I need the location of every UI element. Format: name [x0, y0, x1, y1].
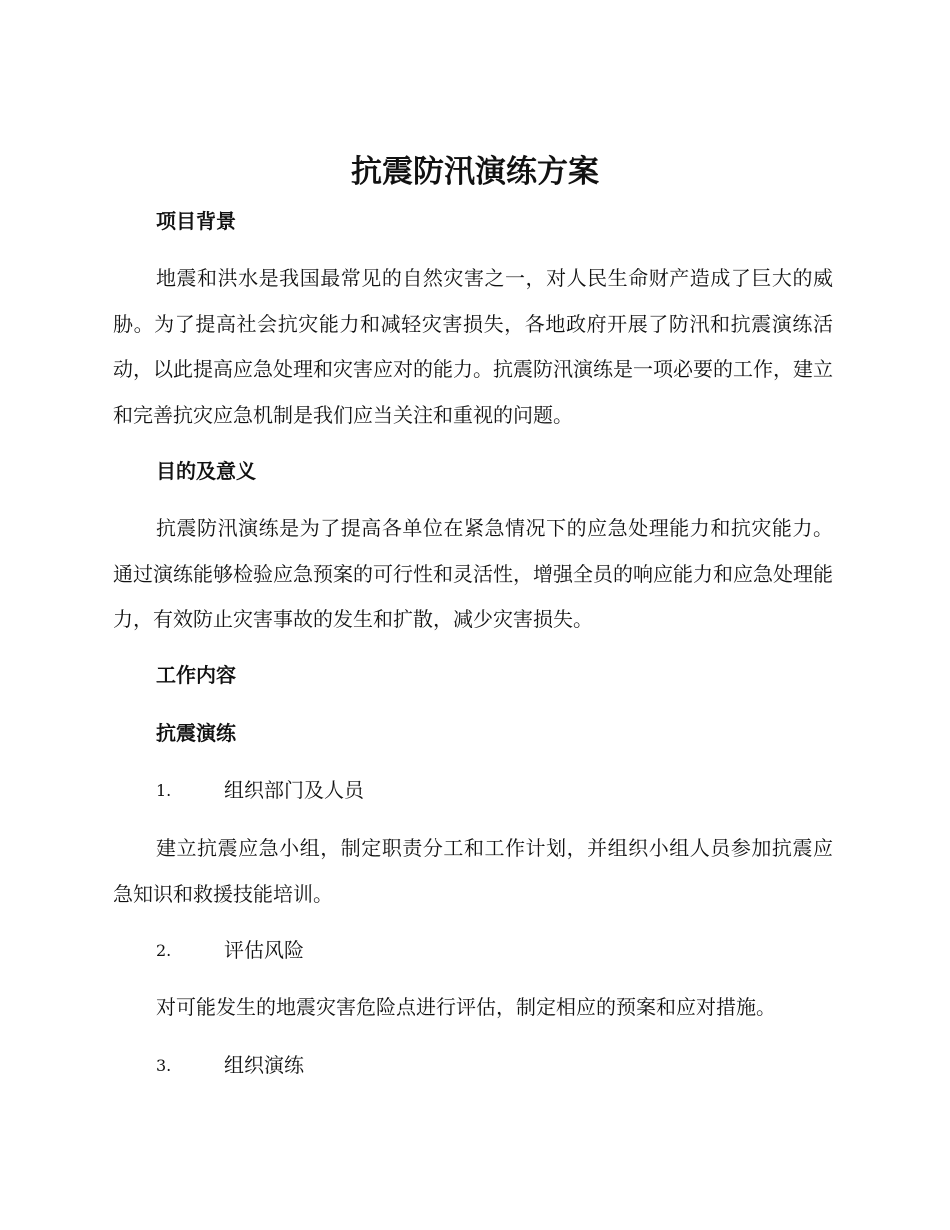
list-label: 组织部门及人员	[224, 778, 364, 802]
section-heading-drill: 抗震演练	[156, 721, 236, 745]
section-heading-purpose: 目的及意义	[156, 459, 256, 483]
list-number: 2.	[156, 941, 172, 960]
item-2-paragraph: 对可能发生的地震灾害危险点进行评估，制定相应的预案和应对措施。	[156, 995, 776, 1019]
item-1-paragraph: 建立抗震应急小组，制定职责分工和工作计划，并组织小组人员参加抗震应急知识和救援技能培训。	[113, 836, 833, 906]
section-heading-work: 工作内容	[156, 663, 236, 687]
list-number: 1.	[156, 781, 172, 800]
list-label: 组织演练	[224, 1053, 304, 1077]
document-title: 抗震防汛演练方案	[351, 154, 599, 190]
background-paragraph: 地震和洪水是我国最常见的自然灾害之一，对人民生命财产造成了巨大的威胁。为了提高社会抗灾能力和减轻灾害损失，各地政府开展了防汛和抗震演练活动，以此提高应急处理和灾害应对的能力。抗震防汛演练是一项必要的工作，建立和完善抗灾应急机制是我们应当关注和重视的问题。	[113, 266, 833, 427]
list-number: 3.	[156, 1056, 172, 1075]
purpose-paragraph: 抗震防汛演练是为了提高各单位在紧急情况下的应急处理能力和抗灾能力。通过演练能够检验应急预案的可行性和灵活性，增强全员的响应能力和应急处理能力，有效防止灾害事故的发生和扩散，减少灾害损失。	[113, 516, 833, 631]
list-label: 评估风险	[224, 938, 304, 962]
section-heading-background: 项目背景	[156, 209, 236, 233]
